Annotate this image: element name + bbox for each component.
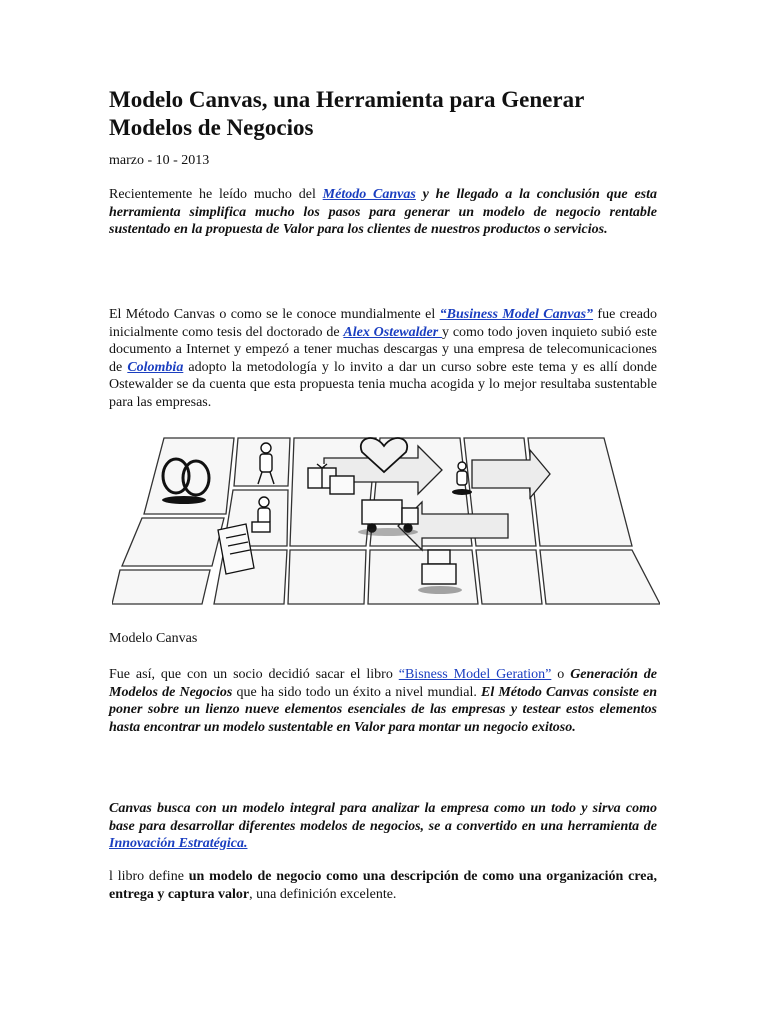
paragraph-definition xyxy=(109,868,657,903)
article-date: marzo - 10 - 2013 xyxy=(109,153,210,168)
p3-text-4: que ha sido todo un éxito a nivel mundial. xyxy=(232,684,481,700)
paragraph-history xyxy=(109,306,657,411)
paragraph-book xyxy=(109,666,657,736)
p3-text-2: o xyxy=(551,667,571,682)
link-business-model-canvas[interactable]: “Business Model Canvas” xyxy=(439,307,594,322)
link-innovacion-estrategica[interactable]: Innovación Estratégica. xyxy=(109,836,248,851)
p2-text-1: El Método Canvas o como se le conoce mundialmente el xyxy=(109,307,440,322)
p4-text-1: Canvas busca con un modelo integral para analizar la empresa como un todo y sirva como base para desarrollar diferentes modelos de negocios, se a convertido en una herramienta de xyxy=(109,801,657,834)
p2-text-4: adopto la metodología y lo invito a dar un curso sobre este tema y es allí donde Ostewalder se da cuenta que esta propuesta tenia mucha acogida y lo mejor resultaba sustentable para las empresas. xyxy=(109,359,657,410)
paragraph-canvas-goal xyxy=(109,800,657,853)
link-colombia[interactable]: Colombia xyxy=(127,359,184,375)
p2-text-3: y como todo joven inquieto subió este documento a Internet y empezó a tener muchas descargas y una empresa de telecomunicaciones de xyxy=(109,324,657,375)
link-metodo-canvas[interactable]: Método Canvas xyxy=(322,187,416,202)
p3-text-3: Generación de Modelos de Negocios xyxy=(109,667,657,700)
p5-text-1: l libro define xyxy=(109,869,189,884)
p5-text-3: , una definición excelente. xyxy=(249,886,397,902)
p5-text-2: un modelo de negocio como una descripción de como una organización crea, entrega y captura valor xyxy=(109,869,657,902)
p1-text-2: y he llegado a la conclusión que esta herramienta simplifica mucho los pasos para generar un modelo de negocio rentable sustentado en la propuesta de Valor para los clientes de nuestros productos o servicios. xyxy=(109,187,657,237)
p3-text-1: Fue así, que con un socio decidió sacar el libro xyxy=(109,667,399,682)
figure-caption: Modelo Canvas xyxy=(109,631,198,646)
p2-text-2: fue creado inicialmente como tesis del doctorado de xyxy=(109,307,657,340)
p3-text-5: El Método Canvas consiste en poner sobre un lienzo nueve elementos esenciales de las empresas y testear estos elementos hasta encontrar un modelo sustentable en Valor para montar un negocio exitoso. xyxy=(109,684,657,735)
link-alex-ostewalder[interactable]: Alex Ostewalder xyxy=(343,324,443,340)
paragraph-intro xyxy=(109,186,657,239)
canvas-illustration xyxy=(112,418,660,610)
article-title: Modelo Canvas, una Herramienta para Generar Modelos de Negocios xyxy=(109,87,584,140)
p1-text-1: Recientemente he leído mucho del xyxy=(109,187,323,202)
link-bisness-model-geration[interactable]: “Bisness Model Geration” xyxy=(398,667,552,682)
